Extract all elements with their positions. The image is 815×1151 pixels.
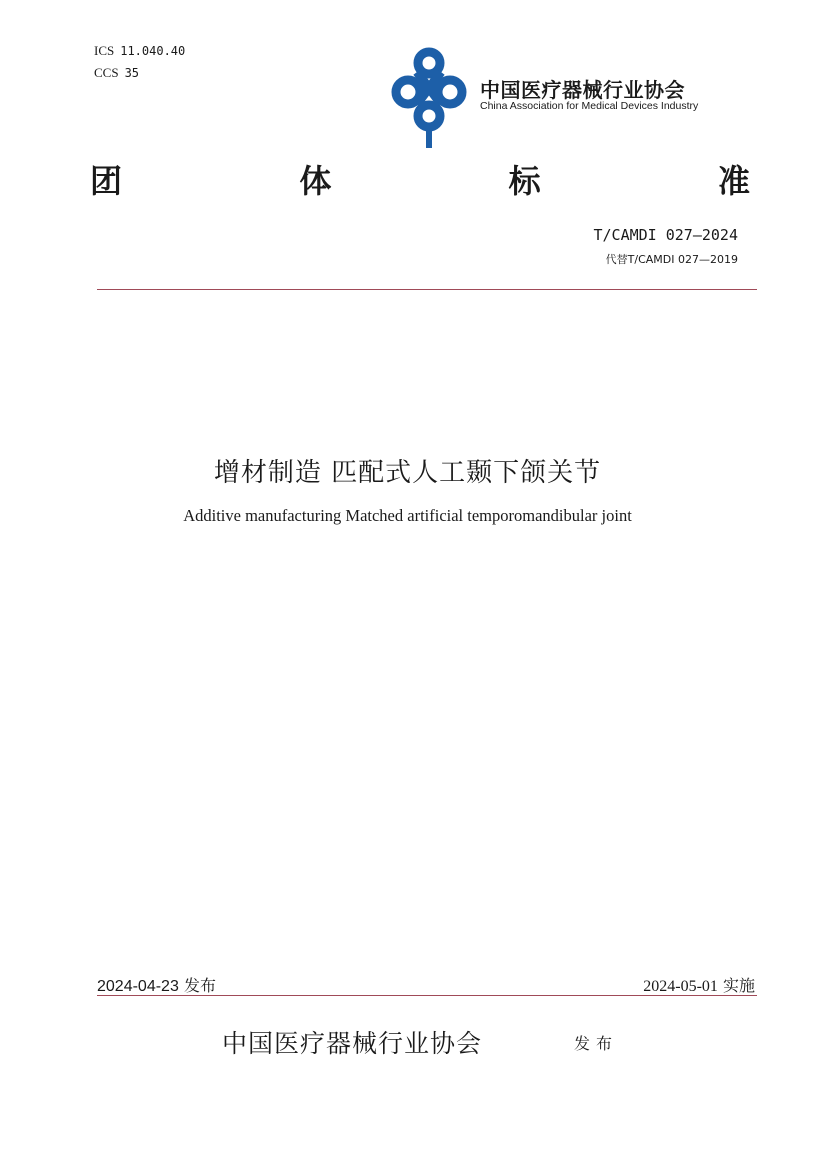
knot-logo-icon	[384, 46, 474, 150]
publish-date	[97, 973, 216, 996]
standard-type	[90, 156, 750, 202]
issue-label: 发布	[574, 1034, 619, 1053]
ics-value: 11.040.40	[120, 44, 186, 58]
publish-date-value: 2024-04-23	[97, 978, 179, 995]
ccs-label: CCS	[94, 65, 119, 80]
implement-date-value: 2024-05-01	[643, 978, 718, 995]
standard-type-char: 体	[299, 162, 332, 200]
standard-number: T/CAMDI 027—2024	[593, 226, 738, 244]
ccs-code	[94, 62, 185, 84]
implement-date	[643, 973, 755, 996]
bottom-divider	[97, 995, 757, 996]
issuer-name: 中国医疗器械行业协会	[222, 1029, 483, 1058]
replaces-standard: 代替T/CAMDI 027—2019	[605, 253, 738, 266]
organization-name-en: China Association for Medical Devices Industry	[480, 100, 699, 112]
top-divider	[97, 289, 757, 290]
publish-date-label: 发布	[183, 976, 216, 995]
ccs-value: 35	[124, 66, 140, 80]
ics-label: ICS	[94, 43, 115, 58]
organization-name-cn: 中国医疗器械行业协会	[480, 78, 685, 102]
document-title-cn: 增材制造 匹配式人工颞下颌关节	[213, 458, 602, 488]
standard-type-char: 标	[508, 162, 541, 200]
standard-type-char: 团	[90, 162, 123, 200]
implement-date-label: 实施	[722, 976, 755, 995]
ics-code	[94, 40, 185, 62]
standard-type-char: 准	[717, 162, 750, 200]
document-title-en: Additive manufacturing Matched artificial temporomandibular joint	[183, 506, 632, 525]
classification-codes	[94, 40, 185, 84]
